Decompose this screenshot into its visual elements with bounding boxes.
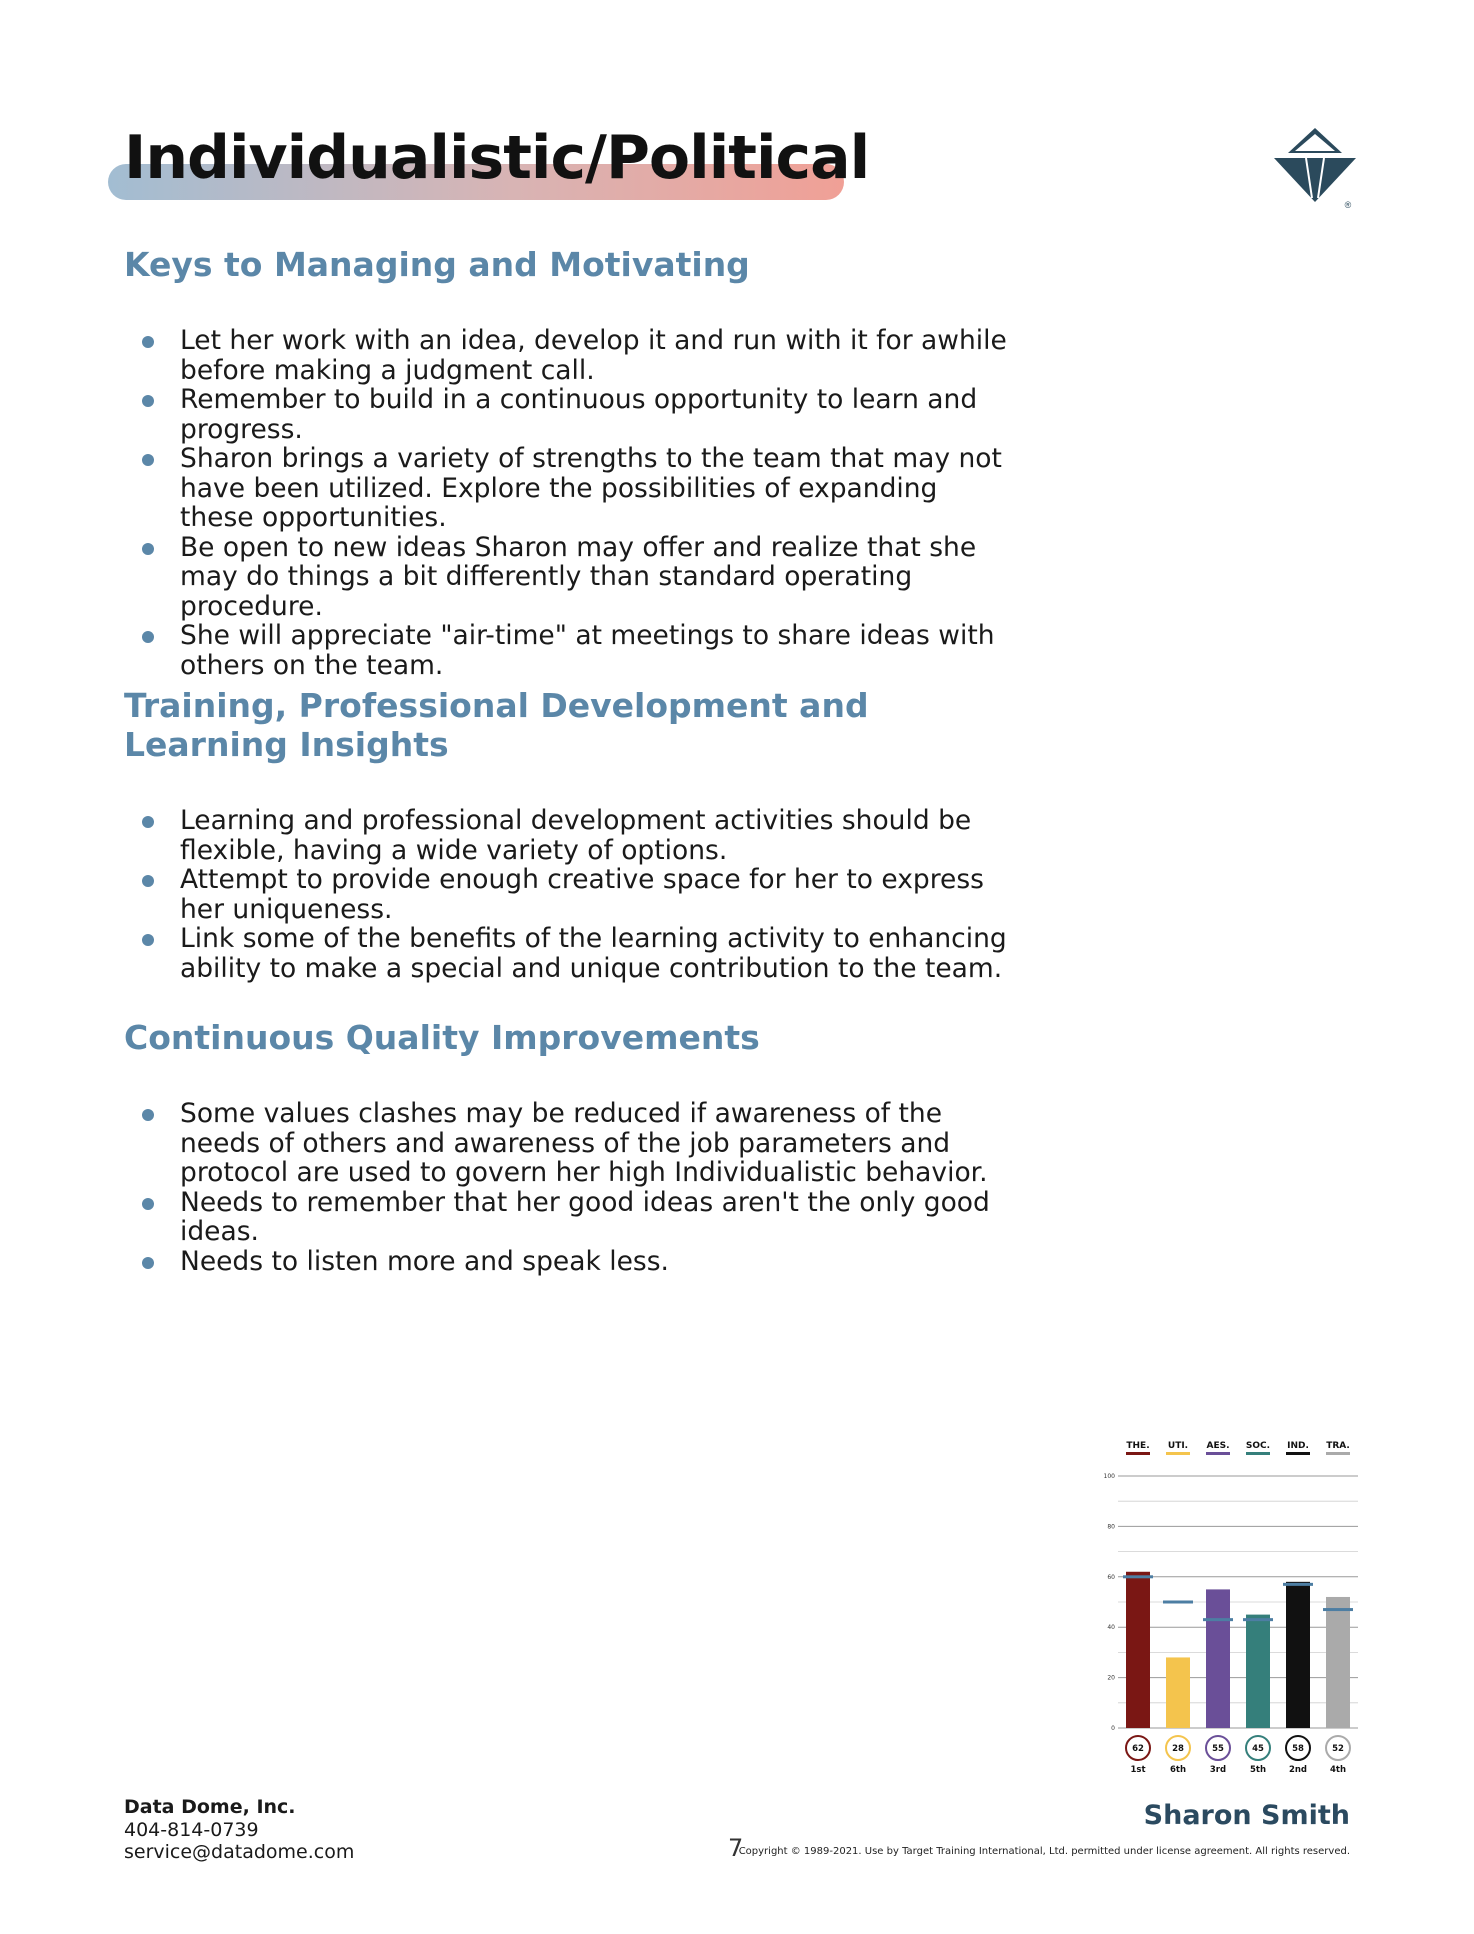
norm-marker <box>1123 1575 1153 1578</box>
norm-marker <box>1163 1601 1193 1604</box>
section-continuous-quality <box>124 1018 1024 1276</box>
category-label: IND. <box>1287 1441 1309 1451</box>
chart-bar <box>1286 1582 1310 1728</box>
list-item: Remember to build in a continuous opportunity to learn and progress. <box>124 385 1010 444</box>
norm-marker <box>1243 1618 1273 1621</box>
y-tick-label: 0 <box>1111 1725 1115 1732</box>
bullet-list <box>124 1099 1024 1276</box>
footer-company-info <box>124 1796 354 1863</box>
section-heading: Keys to Managing and Motivating <box>124 245 750 284</box>
data-label: 45 <box>1252 1744 1264 1754</box>
values-bar-chart <box>1100 1438 1360 1788</box>
rank-label: 1st <box>1130 1765 1146 1775</box>
norm-marker <box>1203 1618 1233 1621</box>
list-item: Attempt to provide enough creative space for her to express her uniqueness. <box>124 865 1010 924</box>
triangle-diamond-logo-icon <box>1272 126 1358 210</box>
category-label: TRA. <box>1326 1441 1350 1451</box>
section-heading: Training, Professional Development and Learning Insights <box>124 686 869 764</box>
data-label: 28 <box>1172 1744 1184 1754</box>
rank-label: 6th <box>1169 1765 1187 1775</box>
data-label: 58 <box>1292 1744 1304 1754</box>
category-label: AES. <box>1206 1441 1230 1451</box>
list-item: Learning and professional development activities should be flexible, having a wide variety of options. <box>124 806 1010 865</box>
list-item: Link some of the benefits of the learning activity to enhancing ability to make a special and unique contribution to the team. <box>124 924 1010 983</box>
category-color-swatch <box>1286 1452 1310 1455</box>
category-label: UTI. <box>1167 1441 1189 1451</box>
page-number: 7 <box>728 1834 744 1862</box>
rank-label: 4th <box>1329 1765 1347 1775</box>
person-name: Sharon Smith <box>1143 1800 1350 1831</box>
chart-bar <box>1326 1597 1350 1728</box>
chart-bar <box>1206 1589 1230 1728</box>
registered-mark: ® <box>1344 200 1352 210</box>
data-label: 62 <box>1132 1744 1144 1754</box>
category-color-swatch <box>1126 1452 1150 1455</box>
list-item: Sharon brings a variety of strengths to the team that may not have been utilized. Explore the possibilities of expanding these opportunities. <box>124 444 1010 533</box>
list-item: Let her work with an idea, develop it and run with it for awhile before making a judgment call. <box>124 326 1010 385</box>
list-item: Be open to new ideas Sharon may offer and realize that she may do things a bit differently than standard operating procedure. <box>124 533 1010 622</box>
norm-marker <box>1323 1608 1353 1611</box>
rank-label: 2nd <box>1288 1765 1308 1775</box>
rank-label: 5th <box>1249 1765 1267 1775</box>
company-email: service@datadome.com <box>124 1841 355 1863</box>
y-tick-label: 60 <box>1107 1573 1115 1581</box>
section-training-development <box>124 686 1024 983</box>
chart-bar <box>1126 1572 1150 1728</box>
list-item: Needs to listen more and speak less. <box>124 1247 1010 1277</box>
y-tick-label: 40 <box>1107 1624 1115 1632</box>
chart-canvas <box>1100 1438 1360 1788</box>
list-item: She will appreciate "air-time" at meetings to share ideas with others on the team. <box>124 621 1010 680</box>
category-color-swatch <box>1166 1452 1190 1455</box>
company-name: Data Dome, Inc. <box>124 1796 296 1818</box>
y-tick-label: 20 <box>1107 1674 1115 1682</box>
data-label: 55 <box>1212 1744 1224 1754</box>
bullet-list <box>124 806 1024 983</box>
y-tick-label: 100 <box>1103 1473 1115 1480</box>
section-keys-to-managing <box>124 245 1024 680</box>
data-label: 52 <box>1332 1744 1344 1754</box>
y-tick-label: 80 <box>1107 1523 1115 1531</box>
category-color-swatch <box>1246 1452 1270 1455</box>
category-label: SOC. <box>1245 1441 1271 1451</box>
norm-marker <box>1283 1583 1313 1586</box>
page-title-banner <box>108 118 870 208</box>
section-heading: Continuous Quality Improvements <box>124 1018 760 1057</box>
rank-label: 3rd <box>1209 1765 1227 1775</box>
category-label: THE. <box>1126 1441 1150 1451</box>
bullet-list <box>124 326 1024 680</box>
category-color-swatch <box>1206 1452 1230 1455</box>
category-color-swatch <box>1326 1452 1350 1455</box>
list-item: Needs to remember that her good ideas aren't the only good ideas. <box>124 1188 1010 1247</box>
chart-bar <box>1166 1657 1190 1728</box>
company-phone: 404-814-0739 <box>124 1819 259 1841</box>
list-item: Some values clashes may be reduced if awareness of the needs of others and awareness of the job parameters and protocol are used to govern her high Individualistic behavior. <box>124 1099 1010 1188</box>
page-title: Individualistic/Political <box>124 123 870 193</box>
chart-bar <box>1246 1615 1270 1728</box>
copyright-notice: Copyright © 1989-2021. Use by Target Training International, Ltd. permitted under license agreement. All rights reserved. <box>738 1846 1350 1857</box>
